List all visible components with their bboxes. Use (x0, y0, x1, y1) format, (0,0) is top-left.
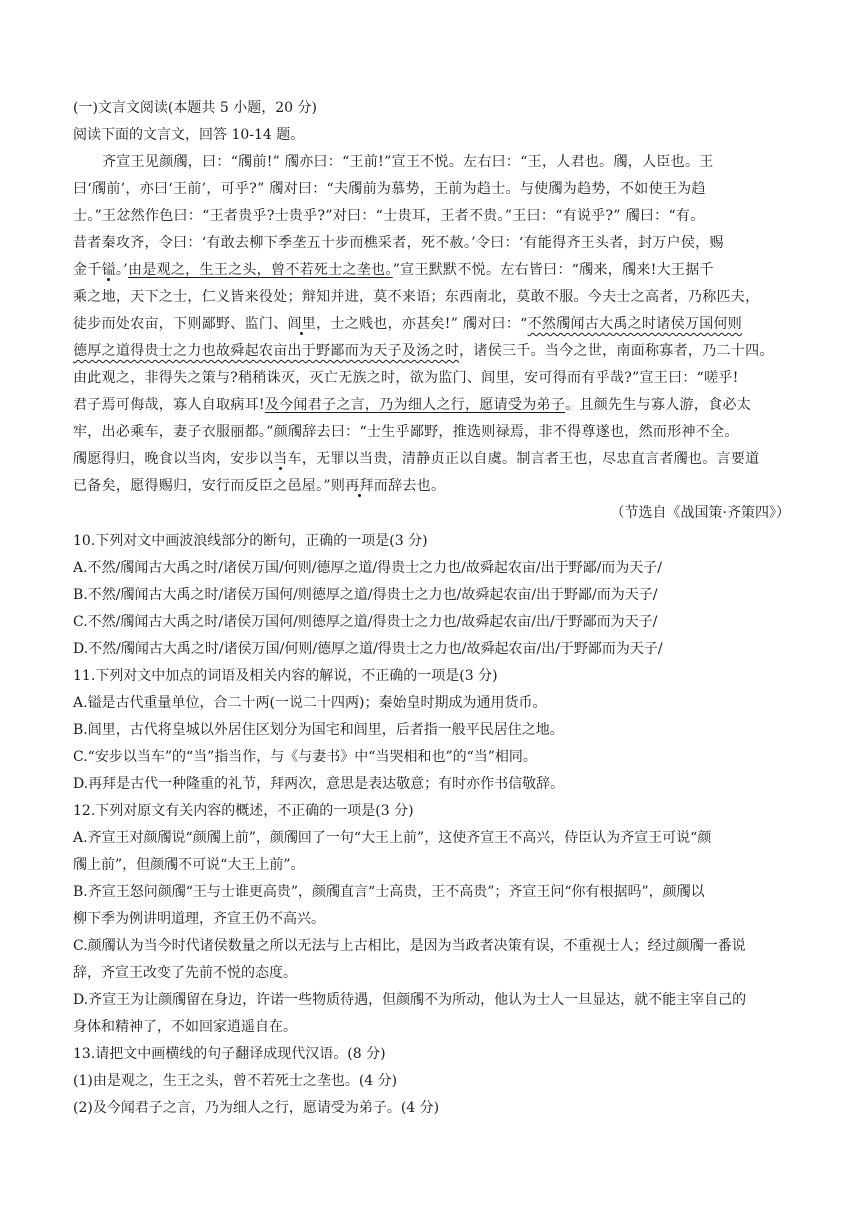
question-stem: 13.请把文中画横线的句子翻译成现代汉语。(8 分) (73, 1046, 386, 1062)
passage-line: 由此观之，非得失之策与?稍稍诛灭，灭亡无族之时，欲为监门、闾里，安可得而有乎哉?”宣王曰：“嗟乎! (73, 370, 739, 386)
option-b: B.不然/斶闻古大禹之时/诸侯万国何/则德厚之道/得贵士之力也/故舜起农亩/出于野鄙/而为天子/ (73, 587, 658, 603)
option-b-cont: 柳下季为例讲明道理，齐宣王仍不高兴。 (73, 911, 325, 927)
passage-text: 徒步而处农亩，下则鄙野、监门、 (73, 316, 288, 332)
passage-text: ，诸侯三千。当今之世，南面称寡者，乃二十四。 (459, 343, 774, 359)
underlined-sentence-2: 及今闻君子之言，乃为细人之行，愿请受为弟子 (264, 397, 566, 413)
passage-line: 曰‘斶前’，亦曰‘王前’，可乎?” 斶对曰：“夫斶前为慕势，王前为趋士。与使斶为趋势，不如使王为趋 (73, 181, 706, 197)
option-c: C.不然/斶闻古大禹之时/诸侯万国何/则德厚之道/得贵士之力也/故舜起农亩/出/于野鄙而为天子/ (73, 614, 658, 630)
passage-line: 齐宣王见颜斶，曰：“斶前!” 斶亦曰：“王前!”宣王不悦。左右曰：“王，人君也。斶，人臣也。王 (102, 154, 714, 170)
passage-text: ，士之贱也，亦甚矣!” 斶对曰：“ (316, 316, 528, 332)
option-a: A.不然/斶闻古大禹之时/诸侯万国/何则/德厚之道/得贵士之力也/故舜起农亩/出于野鄙/而为天子/ (73, 560, 663, 576)
option-b: B.闾里，古代将皇城以外居住区划分为国宅和闾里，后者指一般平民居住之地。 (73, 722, 564, 738)
passage-line (73, 449, 793, 469)
option-c: C.颜斶认为当今时代诸侯数量之所以无法与上古相比，是因为当政者决策有误，不重视士人；经过颜斶一番说 (73, 938, 746, 954)
passage-text: 。’ (115, 262, 128, 278)
option-d: D.齐宣王为让颜斶留在身边，许诺一些物质待遇，但颜斶不为所动，他认为士人一旦显达，就不能主宰自己的 (73, 992, 747, 1008)
passage-line (73, 395, 793, 415)
passage-text: 已备矣，愿得赐归，安行而反臣之邑屋。”则 (73, 478, 346, 494)
sub-question-1: (1)由是观之，生王之头，曾不若死士之垄也。(4 分) (73, 1073, 398, 1089)
option-c: C.“安步以当车”的“当”指当作，与《与妻书》中“当哭相和也”的“当”相同。 (73, 749, 537, 765)
passage-line (73, 476, 793, 496)
passage-line (73, 314, 793, 334)
dotted-word-dang: 当 (273, 451, 288, 467)
passage-text: 。且颜先生与寡人游，食必太 (565, 397, 752, 413)
passage-text: 金千 (73, 262, 102, 278)
instruction: 阅读下面的文言文，回答 10-14 题。 (73, 127, 305, 143)
section-header: (一)文言文阅读(本题共 5 小题，20 分) (73, 100, 317, 116)
option-a-cont: 斶上前”，但颜斶不可说“大王上前”。 (73, 857, 305, 873)
passage-text: 而辞去也。 (373, 478, 446, 494)
dotted-word-zaibai: 再拜 (345, 478, 374, 494)
option-a: A.镒是古代重量单位，合二十两(一说二十四两)；秦始皇时期成为通用货币。 (73, 695, 547, 711)
option-d: D.不然/斶闻古大禹之时/诸侯万国/何则/德厚之道/得贵士之力也/故舜起农亩/出/于野鄙而为天子/ (73, 641, 663, 657)
question-stem: 11.下列对文中加点的词语及相关内容的解说，不正确的一项是(3 分) (73, 668, 498, 684)
dotted-word-yi: 镒 (101, 262, 116, 278)
passage-line (73, 341, 793, 361)
passage-text: 斶愿得归，晚食以当肉，安步以 (73, 451, 274, 467)
passage-text: 车，无罪以当贵，清静贞正以自虞。制言者王也，尽忠直言者斶也。言要道 (287, 451, 760, 467)
passage-line: 乘之地，天下之士，仁义皆来役处；辩知并进，莫不来语；东西南北，莫敢不服。今夫士之高者，乃称匹夫， (73, 289, 760, 305)
sub-question-2: (2)及今闻君子之言，乃为细人之行，愿请受为弟子。(4 分) (73, 1100, 440, 1116)
option-a: A.齐宣王对颜斶说“颜斶上前”，颜斶回了一句“大王上前”，这使齐宣王不高兴，侍臣认为齐宣王可说“颜 (73, 830, 712, 846)
passage-line (73, 260, 793, 280)
wavy-underline-text: 德厚之道得贵士之力也故舜起农亩出于野鄙而为天子及汤之时 (73, 343, 460, 359)
passage-source: （节选自《战国策·齐策四》） (610, 505, 790, 521)
option-c-cont: 辞，齐宣王改变了先前不悦的态度。 (73, 965, 297, 981)
question-stem: 12.下列对原文有关内容的概述，不正确的一项是(3 分) (73, 803, 414, 819)
passage-line: 牢，出必乘车，妻子衣服丽都。”颜斶辞去曰：“士生乎鄙野，推选则禄焉，非不得尊遂也，然而形神不全。 (73, 424, 739, 440)
dotted-word-lvli: 闾里 (287, 316, 317, 332)
question-stem: 10.下列对文中画波浪线部分的断句，正确的一项是(3 分) (73, 533, 428, 549)
option-b: B.齐宣王怒问颜斶“王与士谁更高贵”，颜斶直言“士高贵，王不高贵”；齐宣王问“你有根据吗”，颜斶以 (73, 884, 705, 900)
underlined-sentence-1: 由是观之，生王之头，曾不若死士之垄也。 (127, 262, 393, 278)
passage-line: 士。”王忿然作色曰：“王者贵乎?士贵乎?”对曰：“士贵耳，王者不贵。”王曰：“有说乎?” 斶曰：“有。 (73, 208, 705, 224)
passage-text: 君子焉可侮哉，寡人自取病耳! (73, 397, 265, 413)
passage-line: 昔者秦攻齐，令曰：‘有敢去柳下季垄五十步而樵采者，死不赦。’令曰：‘有能得齐王头者，封万户侯，赐 (73, 235, 724, 251)
wavy-underline-text: 不然斶闻古大禹之时诸侯万国何则 (527, 316, 743, 332)
option-d: D.再拜是古代一种隆重的礼节，拜两次，意思是表达敬意；有时亦作书信敬辞。 (73, 776, 565, 792)
passage-text: ”宣王默默不悦。左右皆曰：“斶来，斶来!大王据千 (392, 262, 714, 278)
option-d-cont: 身体和精神了，不如回家逍遥自在。 (73, 1019, 297, 1035)
